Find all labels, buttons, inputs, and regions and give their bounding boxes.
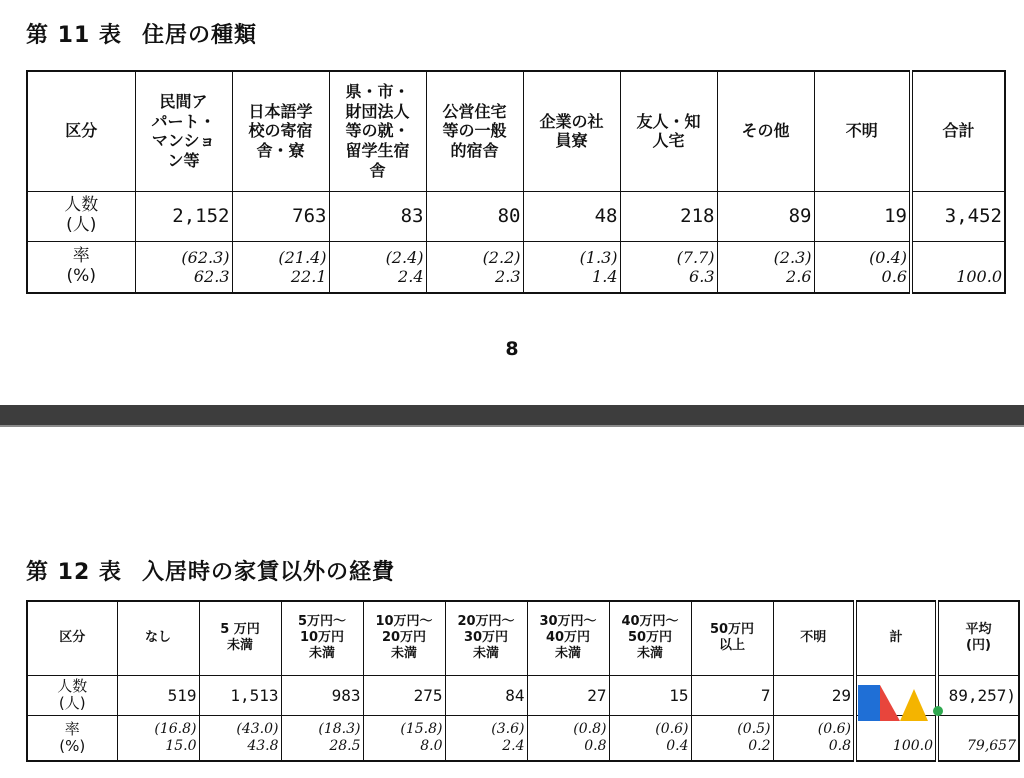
rate-paren: (1.3): [579, 247, 618, 267]
rate-paren: [857, 721, 933, 738]
header-cell: その他: [717, 71, 814, 191]
row-label: 人数 (人): [27, 191, 135, 241]
count-cell: 519: [117, 675, 199, 715]
rate-value: 2.4: [398, 266, 424, 286]
row-label: 人数 (人): [27, 675, 117, 715]
table11-header-row: [27, 71, 1005, 191]
count-cell: 218: [620, 191, 717, 241]
rate-cell: [445, 715, 527, 761]
header-cell: 30万円～ 40万円 未満: [527, 601, 609, 675]
logo-yellow-shape: [900, 689, 928, 721]
count-cell: 2,152: [135, 191, 232, 241]
rate-paren: (2.2): [482, 247, 521, 267]
header-cell: 区分: [27, 71, 135, 191]
count-cell: 83: [329, 191, 426, 241]
row-label: 率 (%): [27, 241, 135, 293]
rate-cell: [117, 715, 199, 761]
count-cell: 29: [773, 675, 855, 715]
header-cell: 不明: [773, 601, 855, 675]
rate-value: 0.2: [748, 737, 771, 754]
row-label: 率 (%): [27, 715, 117, 761]
rate-value: 1.4: [592, 266, 618, 286]
rate-cell: [232, 241, 329, 293]
rate-value: 2.4: [502, 737, 525, 754]
rate-value: 0.8: [584, 737, 607, 754]
header-cell: 10万円～ 20万円 未満: [363, 601, 445, 675]
rate-cell: [426, 241, 523, 293]
header-cell: 県・市・ 財団法人 等の就・ 留学生宿 舎: [329, 71, 426, 191]
table12: [26, 600, 1020, 762]
header-cell: 友人・知 人宅: [620, 71, 717, 191]
count-cell: 84: [445, 675, 527, 715]
rate-value: 0.8: [828, 737, 851, 754]
rate-paren: [913, 248, 1002, 267]
rate-paren: (18.3): [318, 720, 361, 737]
header-cell: 40万円～ 50万円 未満: [609, 601, 691, 675]
header-cell: 区分: [27, 601, 117, 675]
rate-cell: [620, 241, 717, 293]
rate-value: 43.8: [247, 737, 279, 754]
header-cell: 5万円～ 10万円 未満: [281, 601, 363, 675]
rate-cell: [281, 715, 363, 761]
header-cell: 不明: [814, 71, 911, 191]
logo-red-shape: [880, 685, 900, 721]
count-cell: 89: [717, 191, 814, 241]
table12-title-text: 入居時の家賃以外の経費: [141, 560, 395, 585]
header-cell: 民間ア パート・ マンショ ン等: [135, 71, 232, 191]
logo-blue-shape: [858, 685, 880, 721]
count-cell-total: 3,452: [911, 191, 1005, 241]
count-cell: 48: [523, 191, 620, 241]
count-cell: 275: [363, 675, 445, 715]
header-cell-total: 合計: [911, 71, 1005, 191]
header-cell-total: 計: [855, 601, 937, 675]
table12-number: 第 12 表: [26, 560, 122, 585]
rate-paren: (15.8): [400, 720, 443, 737]
rate-value: 28.5: [329, 737, 361, 754]
rate-value: 6.3: [689, 266, 715, 286]
rate-paren: (0.8): [573, 720, 607, 737]
rate-paren: (2.4): [385, 247, 424, 267]
rate-cell: [199, 715, 281, 761]
table12-title: [26, 555, 395, 586]
header-cell: 20万円～ 30万円 未満: [445, 601, 527, 675]
count-cell: 983: [281, 675, 363, 715]
rate-cell: [773, 715, 855, 761]
table11: [26, 70, 1006, 294]
rate-paren: (2.3): [773, 247, 812, 267]
rate-paren: (0.5): [737, 720, 771, 737]
rate-paren: [939, 721, 1016, 738]
rate-paren: (43.0): [236, 720, 279, 737]
rate-cell: [329, 241, 426, 293]
rate-paren: (7.7): [676, 247, 715, 267]
header-cell: なし: [117, 601, 199, 675]
rate-cell: [527, 715, 609, 761]
rate-cell: [609, 715, 691, 761]
rate-cell: [814, 241, 911, 293]
rate-paren: (0.6): [817, 720, 851, 737]
rate-cell-total: [911, 241, 1005, 293]
logo-green-shape: [933, 706, 943, 716]
header-cell: 日本語学 校の寄宿 舎・寮: [232, 71, 329, 191]
header-cell: 公営住宅 等の一般 的宿舎: [426, 71, 523, 191]
rate-value: 62.3: [193, 266, 230, 286]
count-cell: 7: [691, 675, 773, 715]
count-cell: 19: [814, 191, 911, 241]
header-cell: 50万円 以上: [691, 601, 773, 675]
rate-value: 15.0: [165, 737, 197, 754]
table11-title-text: 住居の種類: [141, 23, 257, 48]
rate-paren: (0.6): [655, 720, 689, 737]
header-cell: 企業の社 員寮: [523, 71, 620, 191]
rate-value: 0.4: [666, 737, 689, 754]
count-cell-average: 89,257): [937, 675, 1019, 715]
page-separator: [0, 405, 1024, 427]
rate-cell: [363, 715, 445, 761]
rate-paren: (16.8): [154, 720, 197, 737]
count-cell: 27: [527, 675, 609, 715]
rate-cell: [523, 241, 620, 293]
rate-cell: [691, 715, 773, 761]
rate-value: 2.3: [495, 266, 521, 286]
table11-number: 第 11 表: [26, 23, 122, 48]
rate-paren: (0.4): [869, 247, 907, 267]
rate-value: 0.6: [881, 266, 907, 286]
count-cell: 15: [609, 675, 691, 715]
rate-value: 22.1: [290, 266, 327, 286]
table11-title: [26, 18, 257, 49]
count-cell: 80: [426, 191, 523, 241]
rate-paren: (3.6): [491, 720, 525, 737]
overlay-logo-icon: [856, 683, 946, 723]
header-cell: 5 万円 未満: [199, 601, 281, 675]
rate-value: 100.0: [956, 266, 1002, 286]
rate-value: 100.0: [892, 737, 933, 754]
rate-paren: (62.3): [181, 247, 230, 267]
count-cell: 1,513: [199, 675, 281, 715]
table11-count-row: [27, 191, 1005, 241]
header-cell-average: 平均 (円): [937, 601, 1019, 675]
page-number: 8: [505, 338, 519, 360]
rate-cell-average: [937, 715, 1019, 761]
rate-value: 2.6: [786, 266, 812, 286]
table11-rate-row: [27, 241, 1005, 293]
table12-header-row: [27, 601, 1019, 675]
rate-cell: [135, 241, 232, 293]
rate-value: 8.0: [420, 737, 443, 754]
rate-paren: (21.4): [278, 247, 327, 267]
rate-cell: [717, 241, 814, 293]
count-cell: 763: [232, 191, 329, 241]
rate-value: 79,657: [967, 737, 1016, 754]
